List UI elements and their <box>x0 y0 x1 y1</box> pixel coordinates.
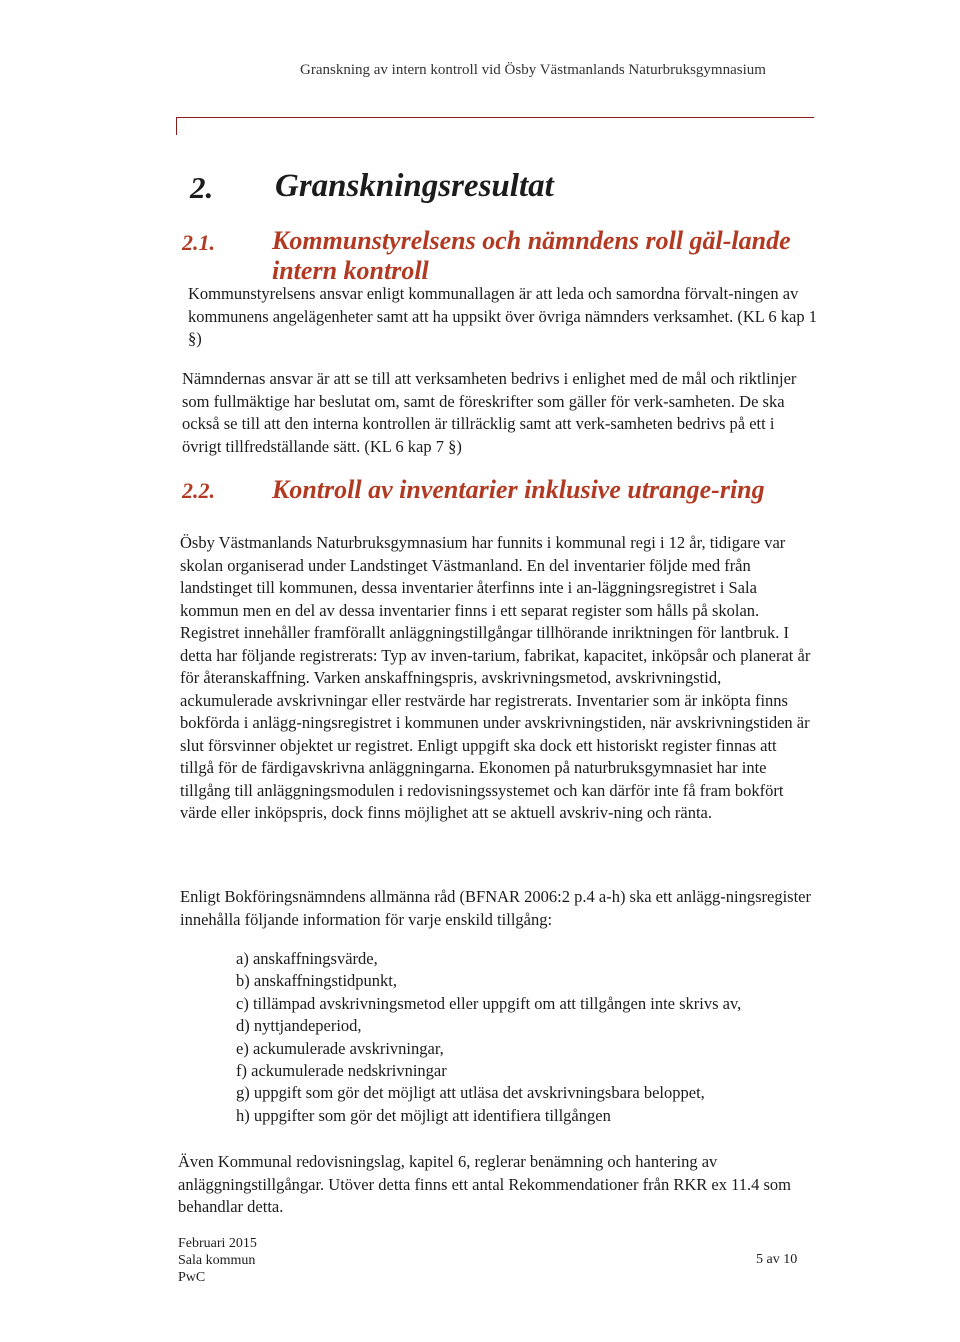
list-item: b) anskaffningstidpunkt, <box>236 971 398 991</box>
list-item: h) uppgifter som gör det möjligt att identifiera tillgången <box>236 1105 611 1125</box>
list-item: f) ackumulerade nedskrivningar <box>236 1061 447 1081</box>
running-header: Granskning av intern kontroll vid Ösby Västmanlands Naturbruksgymnasium <box>300 62 766 78</box>
section-title: Granskningsresultat <box>275 168 554 204</box>
paragraph-kommunstyrelsen: Kommunstyrelsens ansvar enligt kommunallagen är att leda och samordna förvalt-ningen av kommunens angelägenheter samt att ha uppsikt över övriga nämnders verksamhet. (KL 6 kap 1 §) <box>188 284 817 348</box>
subsection-2-title: Kontroll av inventarier inklusive utrange-ring <box>272 475 765 504</box>
footer-info <box>178 1235 257 1286</box>
list-item: a) anskaffningsvärde, <box>236 949 378 968</box>
list-item: c) tillämpad avskrivningsmetod eller uppgift om att tillgången inte skrivs av, <box>236 993 742 1013</box>
list-item: d) nyttjandeperiod, <box>236 1016 362 1036</box>
section-number: 2. <box>190 170 214 205</box>
paragraph-kommunal-redovisningslag: Även Kommunal redovisningslag, kapitel 6, reglerar benämning och hantering av anläggningstillgångar. Utöver detta finns ett antal Rekommendationer från RKR ex 11.4 som behandlar detta. <box>178 1152 791 1216</box>
requirements-list <box>236 948 816 1127</box>
page-number: 5 av 10 <box>756 1252 798 1267</box>
paragraph-namnderna: Nämndernas ansvar är att se till att verksamheten bedrivs i enlighet med de mål och riktlinjer som fullmäktige har beslutat om, samt de föreskrifter som gäller för verk-samheten. De ska också se till att den interna kontrollen är tillräcklig samt att verk-samheten bedrivs på ett i övrigt tillfredställande sätt. (KL 6 kap 7 §) <box>182 369 797 456</box>
subsection-1-number: 2.1. <box>182 230 215 255</box>
paragraph-inventarier: Ösby Västmanlands Naturbruksgymnasium har funnits i kommunal regi i 12 år, tidigare var skolan organiserad under Landstinget Västmanland. En del inventarier följde med från landstinget till kommunen, dessa inventarier återfinns inte i an-läggningsregistret i Sala kommun men en del av dessa inventarier finns i ett separat register som hålls på skolan. Registret innehåller framförallt anläggningstillgångar tillhörande inriktningen för lantbruk. I detta har följande registrerats: Typ av inven-tarium, fabrikat, kapacitet, inköpsår och planerat år för återanskaffning. Varken anskaffningspris, avskrivningsmetod, avskrivningstid, ackumulerade avskrivningar eller restvärde har registrerats. Inventarier som är inköpta finns bokförda i anlägg-ningsregistret i kommunen under avskrivningstiden, när avskrivningstiden är slut försvinner objektet ur registret. Enligt uppgift ska dock ett historiskt register finnas att tillgå för de färdigavskrivna anläggningarna. Ekonomen på naturbruksgymnasiet har inte tillgång till anläggningsmodulen i redovisningssystemet och kan därför inte få fram bokfört värde eller inköpspris, dock finns möjlighet att se aktuell avskriv-ning och ränta. <box>180 533 811 822</box>
footer-organisation: Sala kommun <box>178 1253 256 1268</box>
list-item: e) ackumulerade avskrivningar, <box>236 1038 444 1058</box>
header-rule-tick <box>176 117 177 135</box>
subsection-2-number: 2.2. <box>182 478 215 503</box>
subsection-1-title: Kommunstyrelsens och nämndens roll gäl-lande intern kontroll <box>272 226 791 285</box>
footer-date: Februari 2015 <box>178 1236 257 1251</box>
paragraph-bfnar: Enligt Bokföringsnämndens allmänna råd (BFNAR 2006:2 p.4 a-h) ska ett anlägg-ningsregister innehålla följande information för varje enskild tillgång: <box>180 887 812 929</box>
header-rule <box>176 117 814 118</box>
footer-author: PwC <box>178 1270 206 1285</box>
list-item: g) uppgift som gör det möjligt att utläsa det avskrivningsbara beloppet, <box>236 1083 705 1103</box>
